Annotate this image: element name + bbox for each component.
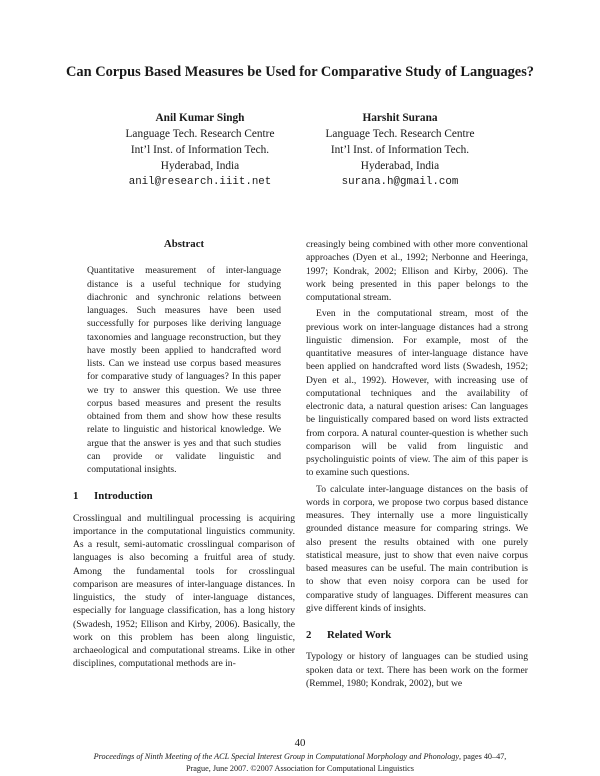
paragraph: To calculate inter-language distances on the basis of words in corpora, we propose two corpus based distance measures. They internally use a more linguistically grounded distance measure for comparing strings. We also present the results obtained with one purely statistical measure, just to show that even naive corpus based measures can be useful. The main contribution is to show that even noisy corpora can be used for comparative study of languages. Different measures can give different kinds of insights.: [306, 483, 528, 614]
author-block-1: [90, 110, 310, 190]
author-name: Anil Kumar Singh: [155, 112, 245, 124]
abstract: [73, 264, 295, 476]
author-affiliation: Int’l Inst. of Information Tech.: [130, 144, 270, 156]
author-email: surana.h@gmail.com: [341, 176, 459, 188]
left-column: [73, 238, 295, 671]
author-email: anil@research.iiit.net: [128, 176, 272, 188]
paper-title: Can Corpus Based Measures be Used for Comparative Study of Languages?: [66, 64, 534, 80]
footer-pages: , pages 40–47,: [459, 752, 507, 761]
author-affiliation: Int’l Inst. of Information Tech.: [330, 144, 470, 156]
abstract-heading: Abstract: [163, 238, 205, 250]
paragraph: creasingly being combined with other more conventional approaches (Dyen et al., 1992; Nerbonne and Heeringa, 1997; Kondrak, 2002; Ellison and Kirby, 2006). The work being presented in this paper belongs to the computational stream.: [306, 239, 528, 303]
footer: [0, 751, 600, 774]
footer-proceedings: Proceedings of Ninth Meeting of the ACL Special Interest Group in Computational Morphology and Phonology: [93, 752, 460, 761]
abstract-text: Quantitative measurement of inter-language distance is a useful technique for studying diachronic and synchronic relations between languages. Such measures have been used successfully for purposes like deriving language taxonomies and language reconstruction, but they have mostly been applied to handcrafted word lists. Can we instead use corpus based measures for comparative study of languages? In this paper we try to answer this question. We use three corpus based measures and present the results obtained from them and show how these results relate to linguistic and historical knowledge. We argue that the answer is yes and that such studies can provide or validate linguistic and computational insights.: [87, 265, 281, 475]
right-column: [306, 238, 528, 690]
author-name: Harshit Surana: [362, 112, 438, 124]
section-number: 1: [73, 490, 79, 503]
section-heading-related-work: [306, 629, 528, 642]
author-affiliation: Language Tech. Research Centre: [125, 128, 275, 140]
footer-copyright: Prague, June 2007. ©2007 Association for Computational Linguistics: [186, 763, 414, 773]
section-title: Related Work: [327, 629, 392, 641]
paragraph: Crosslingual and multilingual processing is acquiring importance in the computational linguistics community. As a result, semi-automatic crosslingual comparison of languages is also becoming a fruitful area of study. Among the fundamental tools for crosslingual comparison are measures of inter-language distances. In linguistics, the study of inter-language distances, especially for language classification, has a long history (Swadesh, 1952; Ellison and Kirby, 2006). Basically, the work on this problem has been along linguistic, archaeological and computational streams. Like in other disciplines, computational methods are in-: [73, 512, 295, 670]
author-city: Hyderabad, India: [360, 160, 440, 172]
author-city: Hyderabad, India: [160, 160, 240, 172]
section-heading-introduction: [73, 490, 295, 503]
author-affiliation: Language Tech. Research Centre: [325, 128, 475, 140]
paragraph: Typology or history of languages can be studied using spoken data or text. There has been work on the former (Remmel, 1980; Kondrak, 2002), but we: [306, 651, 528, 689]
page-number: 40: [294, 737, 306, 749]
section-number: 2: [306, 629, 312, 641]
section-title: Introduction: [94, 490, 153, 503]
paragraph: Even in the computational stream, most of the previous work on inter-language distances had a strong linguistic dimension. For example, most of the quantitative measures of inter-language distance have been applied on handcrafted word lists (Swadesh, 1952; Dyen et al., 1992). However, with increasing use of computational techniques and the availability of electronic data, a natural question arises: Can languages be linguistically compared based on word lists extracted from corpora. A natural counter-question is whether such comparison will be valid from linguistic and psycholinguistic points of view. The aim of this paper is to examine such questions.: [306, 308, 528, 479]
author-block-2: [290, 110, 510, 190]
